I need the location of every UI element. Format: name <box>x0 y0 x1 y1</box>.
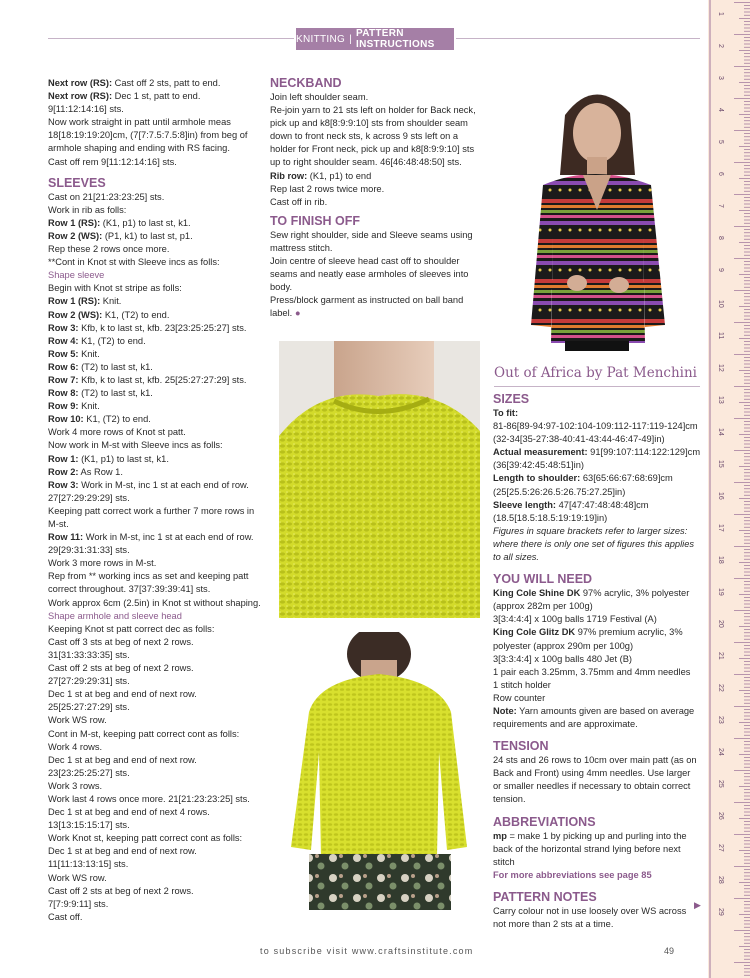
row-label: Row 3: <box>48 479 79 490</box>
sleeve-label: Sleeve length: <box>493 499 557 510</box>
ruler-label: 6 <box>717 172 724 176</box>
instruction-line <box>48 217 262 230</box>
ruler-label: 20 <box>717 620 724 628</box>
row-text: **Cont in Knot st with Sleeve incs as folls: <box>48 257 220 268</box>
yarn-1-desc: 97% acrylic, 3% polyester (approx 282m per 100g) <box>493 588 690 612</box>
row-label: Row 11: <box>48 532 84 543</box>
row-counter: Row counter <box>493 692 546 703</box>
page-number: 49 <box>664 946 675 956</box>
abbr-definition: = make 1 by picking up and purling into the back of the horizontal strand lying before next stitch <box>493 830 687 867</box>
header-divider: | <box>349 33 352 45</box>
ruler-label: 21 <box>717 652 724 660</box>
abbreviation-mp <box>493 830 701 869</box>
row-text: (T2) to last st, k1. <box>78 361 153 372</box>
instruction-line <box>270 91 482 104</box>
row-text: (K1, p1) to last st, k1. <box>78 453 169 464</box>
row-text: Now work in M-st with Sleeve incs as folls: <box>48 440 223 451</box>
row-label: Row 1 (RS): <box>48 217 101 228</box>
ruler-label: 29 <box>717 908 724 916</box>
instruction-line: 31[31:33:33:35] sts. <box>48 649 130 660</box>
ruler-label: 3 <box>717 76 724 80</box>
ruler-label: 16 <box>717 492 724 500</box>
row-text: Work approx 6cm (2.5in) in Knot st without shaping. <box>48 597 261 608</box>
to-fit-label: To fit: <box>493 408 519 418</box>
row-text: Work in M-st, inc 1 st at each end of row. 29[29:31:31:33] sts. <box>48 532 254 556</box>
neckline-closeup-photo <box>279 341 480 618</box>
column-left <box>48 77 262 924</box>
length-value: 63[65:66:67:68:69]cm (25[25.5:26:26.5:26.75:27.25]in) <box>493 473 673 497</box>
row-text: Work 3 more rows in M-st. <box>48 558 157 569</box>
row-text: Cast off in rib. <box>270 196 328 207</box>
instruction-line <box>48 90 262 103</box>
ruler-label: 2 <box>717 44 724 48</box>
instruction-line <box>48 400 262 413</box>
instruction-line <box>48 426 262 439</box>
yarn-2-quantity: 3[3:3:4:4] x 100g balls 480 Jet (B) <box>493 653 633 664</box>
row-text: Knit. <box>78 401 100 412</box>
ruler-label: 5 <box>717 140 724 144</box>
row-text: K1, (T2) to end. <box>102 309 170 320</box>
instruction-line: Press/block garment as instructed on ball band label. ● <box>270 295 464 319</box>
row-text: Kfb, k to last st, kfb. 23[23:25:25:27] sts. <box>78 322 247 333</box>
instruction-line <box>48 256 262 269</box>
actual-value: 91[99:107:114:122:129]cm (36[39:42:45:48:51]in) <box>493 447 701 471</box>
instruction-line <box>48 309 262 322</box>
to-fit-value: 81-86[89-94:97-102:104-109:112-117:119-124]cm (32-34[35-27:38-40:41-43:44-46:47-49]in) <box>493 421 698 445</box>
subscribe-footer: to subscribe visit www.craftsinstitute.com <box>260 946 474 956</box>
armhole-heading: Shape armhole and sleeve head <box>48 610 182 621</box>
yarn-1-quantity: 3[3:4:4:4] x 100g balls 1719 Festival (A) <box>493 614 657 625</box>
row-text: Knit. <box>78 348 100 359</box>
instruction-line <box>48 374 262 387</box>
row-label: Row 4: <box>48 335 79 346</box>
instruction-line <box>48 570 262 596</box>
instruction-line: Cont in M-st, keeping patt correct cont as folls: <box>48 728 240 739</box>
model-photo <box>495 75 700 351</box>
ruler-label: 15 <box>717 460 724 468</box>
yarn-2-name: King Cole Glitz DK <box>493 627 576 638</box>
row-text: Re-join yarn to 21 sts left on holder for Back neck, pick up and k8[8:9:9:10] sts from shoulder seam down to front neck sts, k across 9 sts left on a holder for Front neck, pick up and k8[8:9:9:10] sts up to right shoulder seam. 46[46:48:48:50] sts. <box>270 105 476 168</box>
instruction-line <box>48 116 262 155</box>
ruler-label: 14 <box>717 428 724 436</box>
section-header <box>296 28 454 50</box>
neckband-instructions <box>270 91 482 209</box>
instruction-line <box>48 77 262 90</box>
ruler-label: 12 <box>717 364 724 372</box>
row-text: Cast off rem 9[11:12:14:16] sts. <box>48 156 177 167</box>
finish-instructions <box>270 229 482 321</box>
instruction-line: Join centre of sleeve head cast off to shoulder seams and neatly ease armholes of sleeves into body. <box>270 256 469 293</box>
row-text: Join left shoulder seam. <box>270 92 369 102</box>
instruction-line <box>270 104 482 169</box>
row-text: Work in rib as folls: <box>48 204 127 215</box>
ruler-label: 19 <box>717 588 724 596</box>
row-text: Rep from ** working incs as set and keeping patt correct throughout. 37[37:39:39:41] sts. <box>48 571 249 595</box>
row-text: Cast on 21[21:23:23:25] sts. <box>48 191 165 202</box>
instruction-line: Cast off 2 sts at beg of next 2 rows. <box>48 885 194 896</box>
row-text: (K1, p1) to end <box>307 170 372 181</box>
row-text: Keeping patt correct work a further 7 more rows in M-st. <box>48 505 255 529</box>
row-text: As Row 1. <box>78 466 123 477</box>
instruction-line <box>48 479 262 505</box>
ruler-label: 24 <box>717 748 724 756</box>
length-to-shoulder <box>493 472 701 498</box>
row-text: Rep these 2 rows once more. <box>48 244 170 255</box>
instruction-line <box>48 204 262 217</box>
row-label: Row 8: <box>48 388 79 399</box>
column-right <box>493 391 701 931</box>
row-text: 9[11:12:14:16] sts. <box>48 104 124 115</box>
row-label: Rib row: <box>270 170 308 181</box>
sizes-note: Figures in square brackets refer to larger sizes: where there is only one set of figures this applies to all sizes. <box>493 525 695 563</box>
actual-label: Actual measurement: <box>493 447 588 458</box>
end-marker-icon: ● <box>292 308 301 319</box>
ruler-label: 28 <box>717 876 724 884</box>
instruction-line <box>48 413 262 426</box>
instruction-line <box>48 156 262 169</box>
row-text: (T2) to last st, k1. <box>78 388 153 399</box>
row-text: Begin with Knot st stripe as folls: <box>48 283 182 294</box>
row-label: Row 6: <box>48 361 79 372</box>
sleeve-length <box>493 499 701 525</box>
instruction-line <box>48 282 262 295</box>
row-text: Work in M-st, inc 1 st at each end of row. 27[27:29:29:29] sts. <box>48 479 249 503</box>
ruler-label: 9 <box>717 268 724 272</box>
instruction-line <box>48 322 262 335</box>
section-title: PATTERN INSTRUCTIONS <box>355 28 435 50</box>
instruction-line <box>48 453 262 466</box>
row-text: Kfb, k to last st, kfb. 25[25:27:27:29] sts. <box>78 374 247 385</box>
row-text: Now work straight in patt until armhole meas 18[18:19:19:20]cm, (7[7:7.5:7.5:8]in) from beg of armhole shaping and ending with RS facing. <box>48 117 248 154</box>
shape-sleeve-instructions <box>48 282 262 609</box>
ruler-label: 22 <box>717 684 724 692</box>
pattern-notes-heading: PATTERN NOTES <box>493 889 597 904</box>
instruction-line: Work last 4 rows once more. 21[21:23:23:25] sts. <box>48 793 250 804</box>
ruler-label: 4 <box>717 108 724 112</box>
ruler-label: 27 <box>717 844 724 852</box>
instruction-line: Dec 1 st at beg and end of next row. <box>48 754 197 765</box>
ruler-label: 23 <box>717 716 724 724</box>
row-text: Knit. <box>100 296 122 307</box>
instruction-line <box>48 557 262 570</box>
ruler-label: 26 <box>717 812 724 820</box>
instruction-line: Cast off 3 sts at beg of next 2 rows. <box>48 636 194 647</box>
instruction-line <box>48 466 262 479</box>
instruction-line: 7[7:9:9:11] sts. <box>48 898 109 909</box>
row-text: (K1, p1) to last st, k1. <box>100 217 191 228</box>
column-middle <box>270 75 482 321</box>
instruction-line <box>48 243 262 256</box>
stitch-holder: 1 stitch holder <box>493 679 551 690</box>
instruction-line <box>48 597 262 610</box>
yarn-2 <box>493 626 701 652</box>
instruction-line: 11[11:13:13:15] sts. <box>48 859 129 870</box>
abbr-term: mp <box>493 830 507 841</box>
row-text: K1, (T2) to end. <box>83 414 151 425</box>
finish-heading: TO FINISH OFF <box>270 213 361 228</box>
row-label: Next row (RS): <box>48 78 113 88</box>
instruction-line <box>48 531 262 557</box>
you-will-need-heading: YOU WILL NEED <box>493 572 593 587</box>
instruction-line: Cast off. <box>48 911 83 922</box>
instruction-line: Dec 1 st at beg and end of next row. <box>48 689 197 700</box>
row-label: Row 10: <box>48 414 84 425</box>
instruction-line <box>48 348 262 361</box>
row-text: K1, (T2) to end. <box>78 335 146 346</box>
instruction-line <box>48 103 262 116</box>
ruler-label: 18 <box>717 556 724 564</box>
row-label: Row 2 (WS): <box>48 309 103 320</box>
yarn-2-desc: 97% premium acrylic, 3% polyester (approx 290m per 100g) <box>493 627 683 651</box>
instruction-line: Keeping Knot st patt correct dec as folls: <box>48 623 215 634</box>
ruler-label: 8 <box>717 236 724 240</box>
row-label: Row 5: <box>48 348 79 359</box>
tension-text: 24 sts and 26 rows to 10cm over main patt (as on Back and Front) using 4mm needles. Use larger or smaller needles if necessary to obtain correct tension. <box>493 755 697 805</box>
caption-rule <box>494 386 700 387</box>
row-label: Row 2 (WS): <box>48 230 103 241</box>
instruction-line: 13[13:15:15:17] sts. <box>48 820 130 831</box>
row-label: Row 7: <box>48 374 79 385</box>
ruler-label: 13 <box>717 396 724 404</box>
row-label: Row 1: <box>48 453 79 464</box>
instruction-line: Sew right shoulder, side and Sleeve seams using mattress stitch. <box>270 229 473 253</box>
pattern-notes-text: Carry colour not in use loosely over WS across not more than 2 sts at a time. <box>493 905 687 929</box>
sizes-heading: SIZES <box>493 392 530 406</box>
section-label: KNITTING <box>296 33 346 45</box>
actual-measurement <box>493 446 701 472</box>
sleeves-heading: SLEEVES <box>48 175 106 190</box>
instruction-line <box>48 439 262 452</box>
instruction-line <box>270 170 482 183</box>
ruler-label: 1 <box>717 12 724 16</box>
instruction-line: 27[27:29:29:31] sts. <box>48 676 130 687</box>
length-label: Length to shoulder: <box>493 473 581 484</box>
instruction-line <box>48 230 262 243</box>
ruler-label: 7 <box>717 204 724 208</box>
row-label: Next row (RS): <box>48 91 113 102</box>
row-label: Row 2: <box>48 466 79 477</box>
instruction-line: Work 3 rows. <box>48 780 103 791</box>
yarn-1-name: King Cole Shine DK <box>493 588 581 599</box>
row-text: Work 4 more rows of Knot st patt. <box>48 427 186 438</box>
row-label: Row 1 (RS): <box>48 296 101 307</box>
back-continuation <box>48 77 262 169</box>
instruction-line: Work 4 rows. <box>48 741 103 752</box>
row-text: Rep last 2 rows twice more. <box>270 183 385 194</box>
row-label: Row 3: <box>48 322 79 333</box>
instruction-line: Work WS row. <box>48 715 107 726</box>
note-text: Yarn amounts given are based on average requirements and are approximate. <box>493 705 695 730</box>
yarn-1 <box>493 587 701 613</box>
needles: 1 pair each 3.25mm, 3.75mm and 4mm needles <box>493 666 691 677</box>
instruction-line <box>48 505 262 531</box>
instruction-line: Dec 1 st at beg and end of next row. <box>48 846 197 857</box>
row-text: (P1, k1) to last st, p1. <box>102 230 193 241</box>
pattern-title-caption: Out of Africa by Pat Menchini <box>494 365 697 381</box>
ruler-label: 25 <box>717 780 724 788</box>
ruler-label: 17 <box>717 524 724 532</box>
instruction-line <box>48 295 262 308</box>
row-label: Row 9: <box>48 401 79 412</box>
sleeve-value: 47[47:47:48:48:48]cm (18.5[18.5:18.5:19:19:19]in) <box>493 499 649 523</box>
header-rule-right <box>456 38 700 39</box>
row-text: Cast off 2 sts, patt to end. <box>112 78 221 88</box>
tension-heading: TENSION <box>493 739 549 754</box>
sweater-back-photo <box>279 632 480 910</box>
instruction-line: 25[25:27:27:29] sts. <box>48 702 130 713</box>
instruction-line <box>48 387 262 400</box>
more-abbreviations-link[interactable]: For more abbreviations see page 85 <box>493 869 652 880</box>
instruction-line: Dec 1 st at beg and end of next 4 rows. <box>48 807 210 818</box>
yarn-note <box>493 705 701 731</box>
neckband-heading: NECKBAND <box>270 76 342 90</box>
abbreviations-heading: ABBREVIATIONS <box>493 814 596 829</box>
ruler-label: 11 <box>717 332 724 340</box>
measuring-ruler <box>708 0 750 978</box>
instruction-line: 23[23:25:25:27] sts. <box>48 767 130 778</box>
instruction-line: Cast off 2 sts at beg of next 2 rows. <box>48 663 194 674</box>
note-label: Note: <box>493 705 517 716</box>
row-text: Dec 1 st, patt to end. <box>112 91 201 102</box>
armhole-instructions <box>48 623 262 924</box>
instruction-line <box>270 196 482 209</box>
instruction-line <box>48 335 262 348</box>
instruction-line <box>48 191 262 204</box>
instruction-line: Work Knot st, keeping patt correct cont as folls: <box>48 833 243 844</box>
instruction-line: Work WS row. <box>48 872 107 883</box>
continue-arrow-icon: ▶ <box>694 900 701 910</box>
sleeves-instructions <box>48 191 262 270</box>
instruction-line <box>270 183 482 196</box>
header-rule-left <box>48 38 294 39</box>
ruler-label: 10 <box>717 300 724 308</box>
instruction-line <box>48 361 262 374</box>
shape-sleeve-heading: Shape sleeve <box>48 270 105 281</box>
